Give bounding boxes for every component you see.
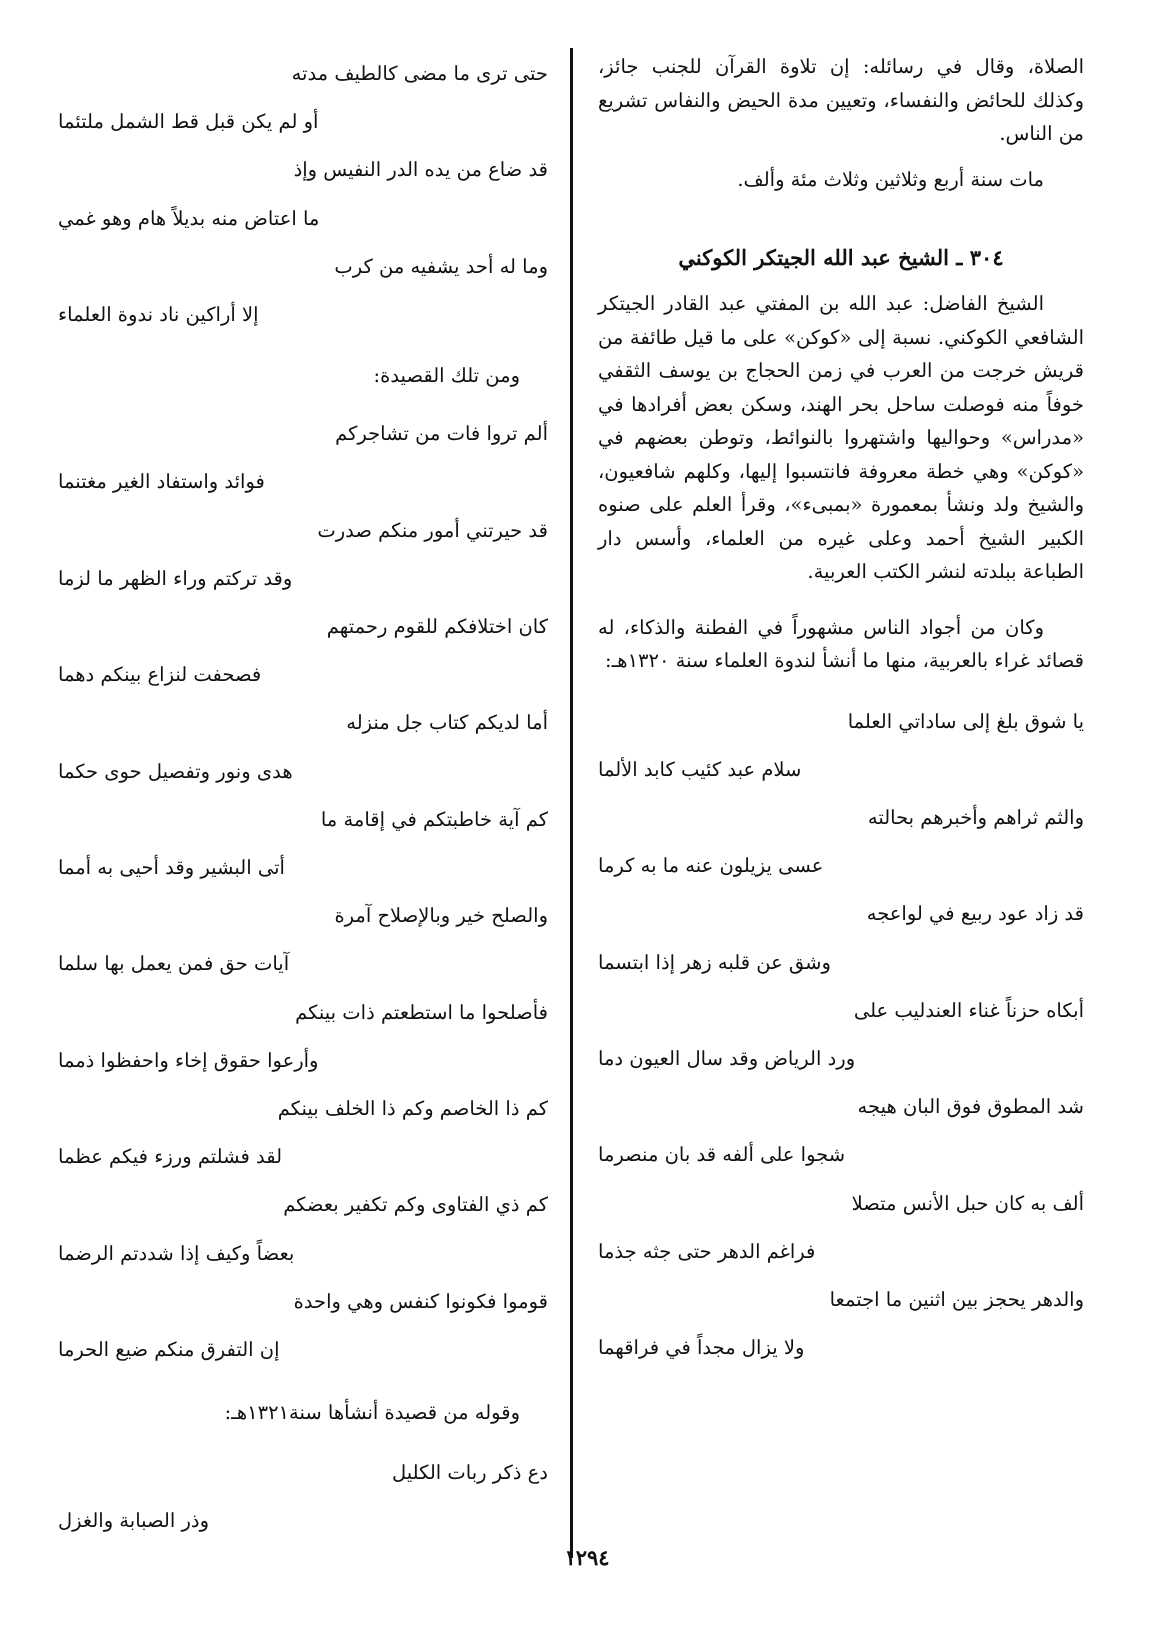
verse-line: كم آية خاطبتكم في إقامة ما bbox=[320, 807, 548, 831]
verse-line: يا شوق بلغ إلى ساداتي العلما bbox=[847, 709, 1084, 733]
right-column bbox=[598, 50, 1084, 1372]
verse-line: ما اعتاض منه بديلاً هام وهو غمي bbox=[58, 206, 320, 230]
verse-line: شد المطوق فوق البان هيجه bbox=[857, 1095, 1084, 1119]
column-divider bbox=[570, 48, 573, 1558]
verse-line: شجوا على ألفه قد بان منصرما bbox=[598, 1143, 846, 1167]
verse-line: وقد تركتم وراء الظهر ما لزما bbox=[58, 566, 293, 590]
verse-line: وشق عن قلبه زهر إذا ابتسما bbox=[598, 950, 831, 974]
verse-line: إلا أراكين ناد ندوة العلماء bbox=[58, 303, 259, 327]
verse-line: فصحفت لنزاع بينكم دهما bbox=[58, 663, 262, 687]
verse-line: كم ذا الخاصم وكم ذا الخلف بينكم bbox=[277, 1097, 548, 1121]
death-note: مات سنة أربع وثلاثين وثلاث مئة وألف. bbox=[737, 167, 1044, 191]
verse-line: والصلح خير وبالإصلاح آمرة bbox=[334, 904, 548, 928]
poetry-intro-paragraph: وكان من أجواد الناس مشهوراً في الفطنة والذكاء، له قصائد غراء بالعربية، منها ما أنشأ لندوة العلماء سنة ١٣٢٠هـ: bbox=[598, 615, 1084, 672]
verse-line: ولا يزال مجداً في فراقهما bbox=[598, 1336, 805, 1360]
left-column bbox=[58, 50, 548, 1546]
verse-line: بعضاً وكيف إذا شددتم الرضما bbox=[58, 1241, 295, 1265]
entry-heading: ٣٠٤ ـ الشيخ عبد الله الجيتكر الكوكني bbox=[678, 245, 1004, 270]
poem-intro: ومن تلك القصيدة: bbox=[373, 364, 520, 388]
verse-line: أتى البشير وقد أحيى به أمما bbox=[58, 856, 285, 880]
verse-line: أما لديكم كتاب جل منزله bbox=[346, 711, 548, 735]
verse-line: هدى ونور وتفصيل حوى حكما bbox=[58, 759, 293, 783]
previous-entry-paragraph: الصلاة، وقال في رسائله: إن تلاوة القرآن للجنب جائز، وكذلك للحائض والنفساء، وتعيين مدة الحيض والنفاس تشريع من الناس. bbox=[598, 55, 1084, 145]
verse-line: سلام عبد كئيب كابد الألما bbox=[598, 757, 802, 781]
verse-line: إن التفرق منكم ضيع الحرما bbox=[58, 1338, 280, 1362]
verse-line: وأرعوا حقوق إخاء واحفظوا ذمما bbox=[58, 1048, 319, 1072]
verse-line: آيات حق فمن يعمل بها سلما bbox=[58, 952, 290, 976]
verse-line: كان اختلافكم للقوم رحمتهم bbox=[326, 615, 548, 639]
verse-line: قوموا فكونوا كنفس وهي واحدة bbox=[293, 1289, 548, 1313]
verse-line: فراغم الدهر حتى جثه جذما bbox=[598, 1239, 816, 1263]
verse-line: حتى ترى ما مضى كالطيف مدته bbox=[291, 62, 548, 85]
page-number: ١٢٩٤ bbox=[564, 1545, 610, 1570]
verse-line: والثم ثراهم وأخبرهم بحالته bbox=[867, 805, 1084, 829]
verse-line: قد حيرتني أمور منكم صدرت bbox=[317, 518, 548, 542]
verse-line: أبكاه حزناً غناء العندليب على bbox=[853, 998, 1084, 1022]
verse-line: ورد الرياض وقد سال العيون دما bbox=[598, 1046, 856, 1070]
verse-line: قد زاد عود ربيع في لواعجه bbox=[866, 902, 1084, 926]
verse-line: ألف به كان حبل الأنس متصلا bbox=[851, 1191, 1084, 1215]
verse-line: عسى يزيلون عنه ما به كرما bbox=[598, 854, 824, 878]
verse-line: فوائد واستفاد الغير مغتنما bbox=[58, 470, 265, 494]
poem-from-same-ode bbox=[58, 410, 548, 1374]
verse-line: قد ضاع من يده الدر النفيس وإذ bbox=[293, 158, 548, 182]
poem-intro-1321: وقوله من قصيدة أنشأها سنة١٣٢١هـ: bbox=[224, 1401, 520, 1425]
biography-paragraph: الشيخ الفاضل: عبد الله بن المفتي عبد القادر الجيتكر الشافعي الكوكني. نسبة إلى «كوكن» على ما قيل طائفة من قريش خرجت من العرب في زمن الحجاج بن يوسف الثقفي خوفاً منه فوصلت ساحل بحر الهند، وسكن بعض أفرادها في «مدراس» وحواليها واشتهروا بالنوائط، وتوطن بعضهم في «كوكن» وهي خطة معروفة فانتسبوا إليها، وكلهم شافعيون، والشيخ ولد ونشأ بمعمورة «بمبىء»، وقرأ العلم على صنوه الكبير الشيخ أحمد وعلى غيره من العلماء، وأسس دار الطباعة ببلدته لنشر الكتب العربية. bbox=[598, 292, 1084, 583]
verse-line: والدهر يحجز بين اثنين ما اجتمعا bbox=[829, 1287, 1084, 1311]
verse-line: وذر الصبابة والغزل bbox=[58, 1509, 210, 1533]
verse-line: لقد فشلتم ورزء فيكم عظما bbox=[58, 1145, 283, 1169]
verse-line: كم ذي الفتاوى وكم تكفير بعضكم bbox=[283, 1193, 548, 1217]
verse-line: فأصلحوا ما استطعتم ذات بينكم bbox=[295, 1000, 548, 1024]
poem-continuation bbox=[58, 50, 548, 339]
poem-ode-to-ulama bbox=[598, 698, 1084, 1373]
verse-line: ألم تروا فات من تشاجركم bbox=[335, 422, 548, 446]
poem-1321 bbox=[58, 1449, 548, 1545]
verse-line: وما له أحد يشفيه من كرب bbox=[334, 254, 548, 278]
verse-line: دع ذكر ربات الكليل bbox=[391, 1461, 548, 1485]
verse-line: أو لم يكن قبل قط الشمل ملتئما bbox=[58, 110, 319, 134]
